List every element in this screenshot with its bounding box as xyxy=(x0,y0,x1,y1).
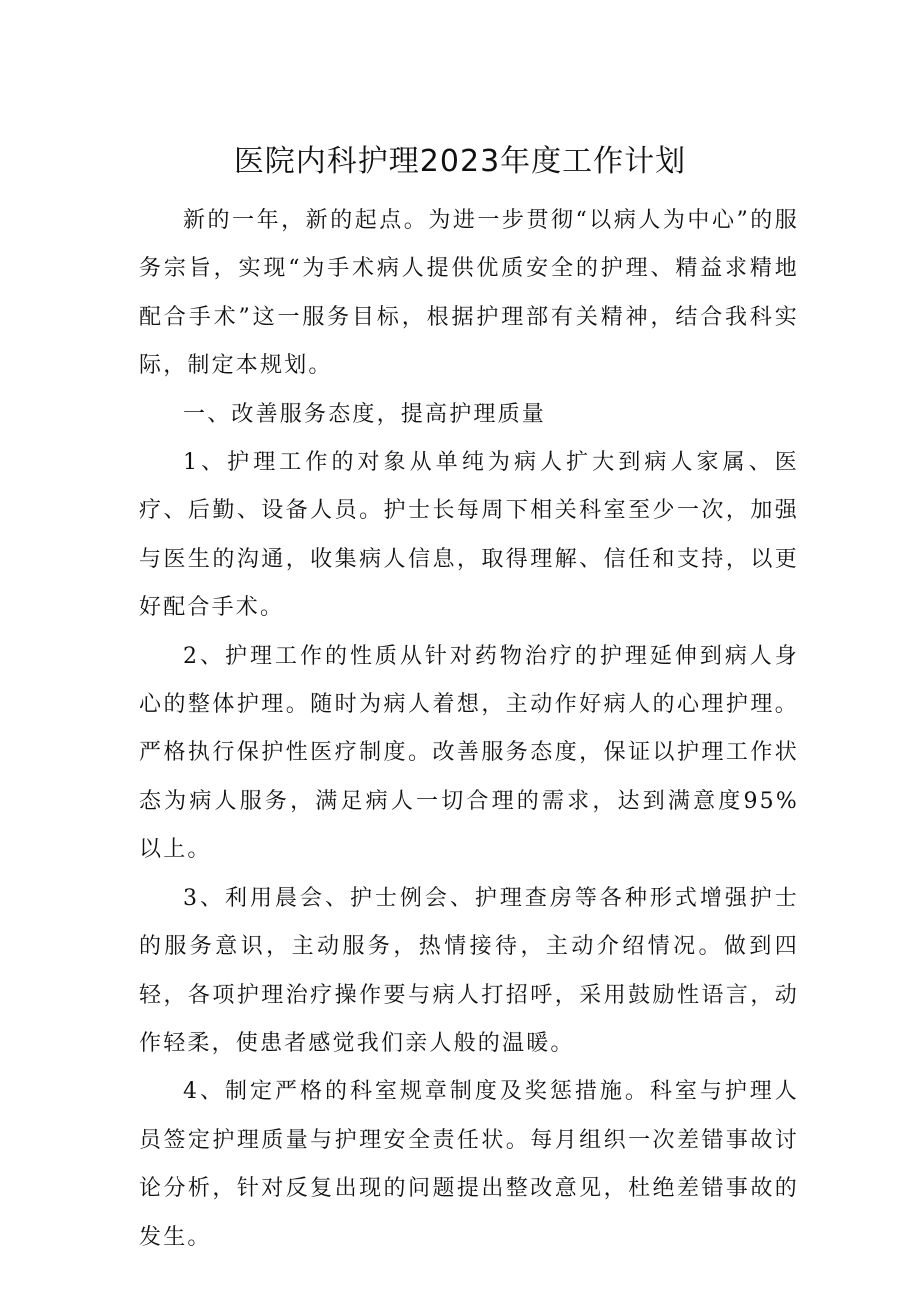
document-title: 医院内科护理2023年度工作计划 xyxy=(233,144,687,179)
paragraph-intro: 新的一年，新的起点。为进一步贯彻“以病人为中心”的服务宗旨，实现“为手术病人提供优质安全的护理、精益求精地配合手术”这一服务目标，根据护理部有关精神，结合我科实际，制定本规划。 xyxy=(139,208,799,379)
document-body xyxy=(139,197,799,1262)
paragraph-item-2: 2、护理工作的性质从针对药物治疗的护理延伸到病人身心的整体护理。随时为病人着想，主动作好病人的心理护理。严格执行保护性医疗制度。改善服务态度，保证以护理工作状态为病人服务，满足病人一切合理的需求，达到满意度95%以上。 xyxy=(139,643,799,863)
section-heading-1: 一、改善服务态度，提高护理质量 xyxy=(183,401,547,427)
paragraph-item-3: 3、利用晨会、护士例会、护理查房等各种形式增强护士的服务意识，主动服务，热情接待，主动介绍情况。做到四轻，各项护理治疗操作要与病人打招呼，采用鼓励性语言，动作轻柔，使患者感觉我们亲人般的温暖。 xyxy=(139,885,799,1056)
paragraph-item-4: 4、制定严格的科室规章制度及奖惩措施。科室与护理人员签定护理质量与护理安全责任状。每月组织一次差错事故讨论分析，针对反复出现的问题提出整改意见，杜绝差错事故的发生。 xyxy=(139,1079,799,1250)
paragraph-item-1: 1、护理工作的对象从单纯为病人扩大到病人家属、医疗、后勤、设备人员。护士长每周下相关科室至少一次，加强与医生的沟通，收集病人信息，取得理解、信任和支持，以更好配合手术。 xyxy=(139,450,799,621)
